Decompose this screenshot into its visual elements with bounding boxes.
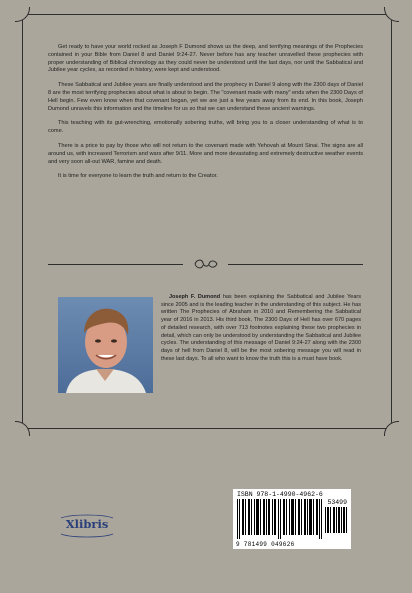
divider-line: [48, 264, 183, 265]
frame-corner: [384, 421, 399, 436]
barcode-bars: [237, 499, 323, 539]
frame-corner: [15, 7, 30, 22]
barcode-digits: 9 781499 049626: [236, 541, 295, 548]
description-paragraph: These Sabbatical and Jubilee years are finally understood and the prophecy in Daniel 9 along with the 2300 days of Daniel 8 are the most terrifying prophecies about what is about to begin. The "covenant made with many" ends when the 2300 Days of Hell begin. Few even know when that covenant began, yet we are just a few years away from its end. In this book, Joseph Dumond unravels this information and the timeline for us so that we can understand these ancient warnings.: [48, 82, 363, 112]
publisher-logo-text: Xlibris: [65, 517, 109, 531]
description-paragraph: It is time for everyone to learn the truth and return to the Creator.: [58, 173, 218, 180]
author-bio-text: has been explaining the Sabbatical and Jubilee Years since 2005 and is the leading teacher in the understanding of this subject. He has written The Prophecies of Abraham in 2010 and Remembering the Sabbatical year of 2016 in 2013. His third book, The 2300 Days of Hell has over 670 pages of detailed research, with over 713 footnotes explaining these two prophecies in detail, which can only be understood by understanding the Sabbatical and Jubilee cycles. The understanding of this message of Daniel 9:24-27 along with the 2300 days of hell from Daniel 8, will be the most sobering message you will read in these last days. To all who want to know the truth this is a must have book.: [161, 294, 362, 362]
book-description: [48, 44, 363, 188]
description-paragraph: This teaching with its gut-wrenching, emotionally sobering truths, will bring you to a closer understanding of what is to come.: [48, 120, 363, 135]
price-barcode: [325, 507, 347, 533]
divider-line: [228, 264, 363, 265]
author-bio: [161, 294, 361, 363]
author-name: Joseph F. Dumond: [169, 294, 221, 300]
description-paragraph: There is a price to pay by those who will not return to the covenant made with Yehovah at Mount Sinai. The signs are all around us, with increased Terrorism and wars after 9/11. More and more devastating and extremely destructive weather events and very soon all-out WAR, famine and death.: [48, 142, 363, 165]
description-paragraph: Get ready to have your world rocked as Joseph F Dumond shows us the deep, and terrifying meanings of the Prophecies contained in your Bible from Daniel 8 and Daniel 9:24-27. Never before has any teacher unravelled these prophecies with proper understanding of Biblical chronology as they could never be understood until the last days, nor until the Sabbatical and Jubilee year cycles, as recorded in history, were kept and understood.: [48, 44, 363, 74]
publisher-logo: [58, 513, 116, 539]
isbn-number: ISBN 978-1-4990-4962-6: [237, 491, 323, 498]
frame-corner: [384, 7, 399, 22]
flourish-icon: [193, 257, 219, 271]
isbn-barcode: [233, 489, 351, 549]
ornamental-divider: [48, 256, 363, 272]
price-code: 53499: [327, 499, 347, 506]
author-photo: [58, 297, 153, 393]
frame-corner: [15, 421, 30, 436]
